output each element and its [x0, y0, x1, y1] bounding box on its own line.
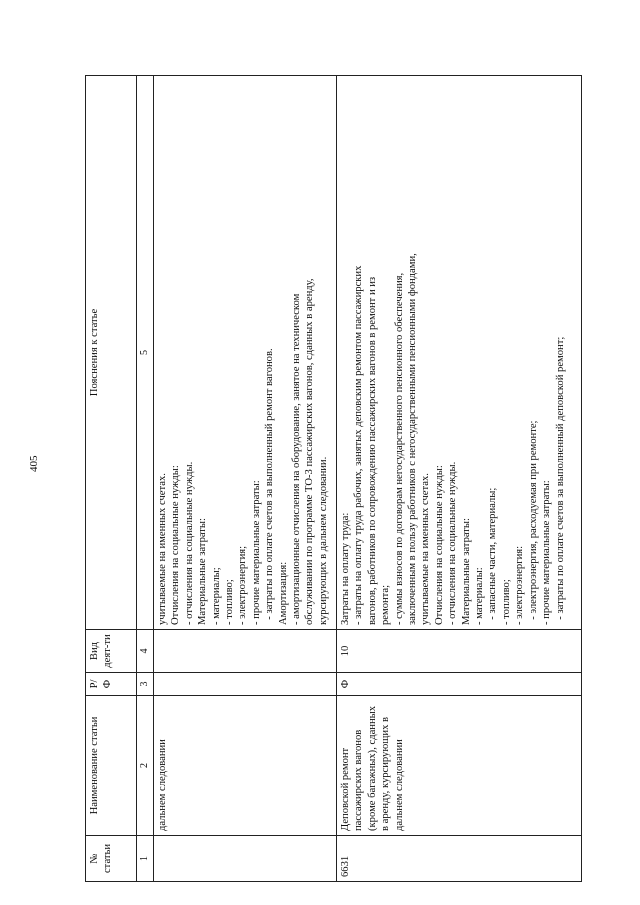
column-number: 2: [137, 696, 154, 836]
item-rf: [154, 673, 337, 696]
item-name: дальнем следовании: [154, 696, 337, 836]
header-item-name: Наименование статьи: [86, 696, 137, 836]
item-explanation: Затраты на оплату труда: - затраты на оплату труда рабочих, занятых деповским ремонтом пассажирских вагонов, работников по сопровождению пассажирских вагонов в ремонт и из ремонта; - суммы взносов по договорам негосударственного пенсионного обеспечения, заключенным в пользу работников с негосударственными пенсионными фондами, учитываемые на именных счетах. Отчисления на социальные нужды: - отчисления на социальные нужды. Материальные затраты: - материалы: - запасные части, материалы; - топливо; - электроэнергия: - электроэнергия, расходуемая при ремонте; - прочие материальные затраты: - затраты по оплате счетов за выполненный деповской ремонт;: [337, 76, 582, 630]
table-row: [154, 76, 337, 882]
header-item-number: № статьи: [86, 836, 137, 882]
column-number: 1: [137, 836, 154, 882]
item-activity: [154, 630, 337, 673]
table-row: [337, 76, 582, 882]
column-number: 3: [137, 673, 154, 696]
column-number: 5: [137, 76, 154, 630]
item-explanation: учитываемые на именных счетах. Отчисления на социальные нужды: - отчисления на социальные нужды. Материальные затраты: - материалы; - топливо; - электроэнергия; - прочие материальные затраты: - затраты по оплате счетов за выполненный ремонт вагонов. Амортизация: - амортизационные отчисления на оборудование, занятое на техническом обслуживании по программе ТО-3 пассажирских вагонов, сданных в аренду, курсирующих в дальнем следовании.: [154, 76, 337, 630]
header-row: [86, 76, 137, 882]
item-number: 6631: [337, 836, 582, 882]
item-number: [154, 836, 337, 882]
item-rf: Ф: [337, 673, 582, 696]
column-number-row: [137, 76, 154, 882]
rotated-table-container: [85, 76, 582, 882]
column-number: 4: [137, 630, 154, 673]
page-number: 405: [28, 455, 40, 472]
expense-items-table: [85, 75, 582, 882]
header-rf: Р/ Ф: [86, 673, 137, 696]
item-activity: 10: [337, 630, 582, 673]
header-explanations: Пояснения к статье: [86, 76, 137, 630]
item-name: Деповской ремонт пассажирских вагонов (кроме багажных), сданных в аренду, курсирующих в дальнем следовании: [337, 696, 582, 836]
header-activity-type: Вид деят-ти: [86, 630, 137, 673]
